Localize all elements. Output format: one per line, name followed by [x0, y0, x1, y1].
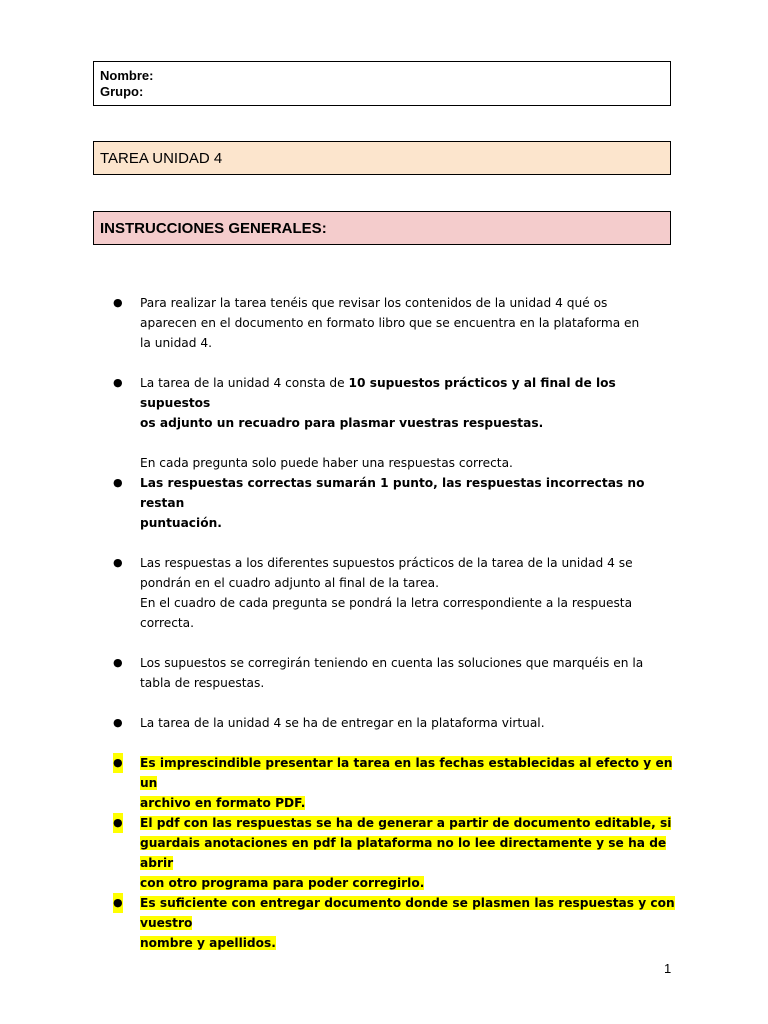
text-line: os adjunto un recuadro para plasmar vuestras respuestas. — [140, 416, 544, 430]
bullet-icon: ● — [113, 716, 123, 729]
text-line: Es suficiente con entregar documento donde se plasmen las respuestas y con vuestro — [140, 896, 675, 930]
bullet-icon: ● — [113, 813, 123, 833]
text-line: En el cuadro de cada pregunta se pondrá la letra correspondiente a la respuesta — [140, 596, 633, 610]
text-line: correcta. — [140, 616, 195, 630]
list-item-highlighted — [113, 893, 683, 953]
bullet-icon: ● — [113, 556, 123, 569]
bullet-icon: ● — [113, 893, 123, 913]
text-line: la unidad 4. — [140, 336, 213, 350]
page-number: 1 — [664, 961, 672, 976]
text-line: El pdf con las respuestas se ha de generar a partir de documento editable, si — [140, 816, 672, 830]
list-item-highlighted — [113, 813, 683, 893]
text-line: puntuación. — [140, 516, 222, 530]
task-title: TAREA UNIDAD 4 — [100, 150, 223, 167]
text-line: Es imprescindible presentar la tarea en las fechas establecidas al efecto y en un — [140, 756, 673, 790]
text-line: Para realizar la tarea tenéis que revisar los contenidos de la unidad 4 qué os — [140, 296, 608, 310]
bullet-icon: ● — [113, 753, 123, 773]
bullet-icon: ● — [113, 376, 123, 389]
name-group-box — [93, 61, 671, 106]
bullet-icon: ● — [113, 656, 123, 669]
nombre-label: Nombre: — [100, 68, 154, 83]
text-line: aparecen en el documento en formato libro que se encuentra en la plataforma en — [140, 316, 640, 330]
instructions-list — [113, 293, 683, 953]
bullet-icon: ● — [113, 296, 123, 309]
text-line: con otro programa para poder corregirlo. — [140, 876, 425, 890]
list-item — [113, 473, 683, 533]
text-line: Las respuestas a los diferentes supuestos prácticos de la tarea de la unidad 4 se — [140, 556, 633, 570]
text-line: La tarea de la unidad 4 se ha de entregar en la plataforma virtual. — [140, 716, 545, 730]
list-item — [113, 293, 683, 353]
text-line: En cada pregunta solo puede haber una respuestas correcta. — [140, 456, 513, 470]
text-line: Las respuestas correctas sumarán 1 punto, las respuestas incorrectas no restan — [140, 476, 645, 510]
grupo-label: Grupo: — [100, 84, 144, 99]
list-item — [113, 713, 683, 733]
text-line: tabla de respuestas. — [140, 676, 265, 690]
list-item-highlighted — [113, 753, 683, 813]
instructions-heading-box — [93, 211, 671, 245]
bullet-icon: ● — [113, 476, 123, 489]
text-line: pondrán en el cuadro adjunto al final de la tarea. — [140, 576, 439, 590]
text-line: guardais anotaciones en pdf la plataforma no lo lee directamente y se ha de abrir — [140, 836, 667, 870]
task-title-box — [93, 141, 671, 175]
instructions-heading: INSTRUCCIONES GENERALES: — [100, 220, 327, 237]
text-segment: La tarea de la unidad 4 consta de — [140, 376, 349, 390]
text-line: archivo en formato PDF. — [140, 796, 306, 810]
text-line — [140, 373, 683, 413]
bold-segment: 10 supuestos prácticos y al final de los supuestos — [140, 376, 616, 410]
text-line: nombre y apellidos. — [140, 936, 276, 950]
list-item — [113, 553, 683, 633]
text-line: Los supuestos se corregirán teniendo en cuenta las soluciones que marquéis en la — [140, 656, 644, 670]
list-item — [113, 373, 683, 473]
list-item — [113, 653, 683, 693]
